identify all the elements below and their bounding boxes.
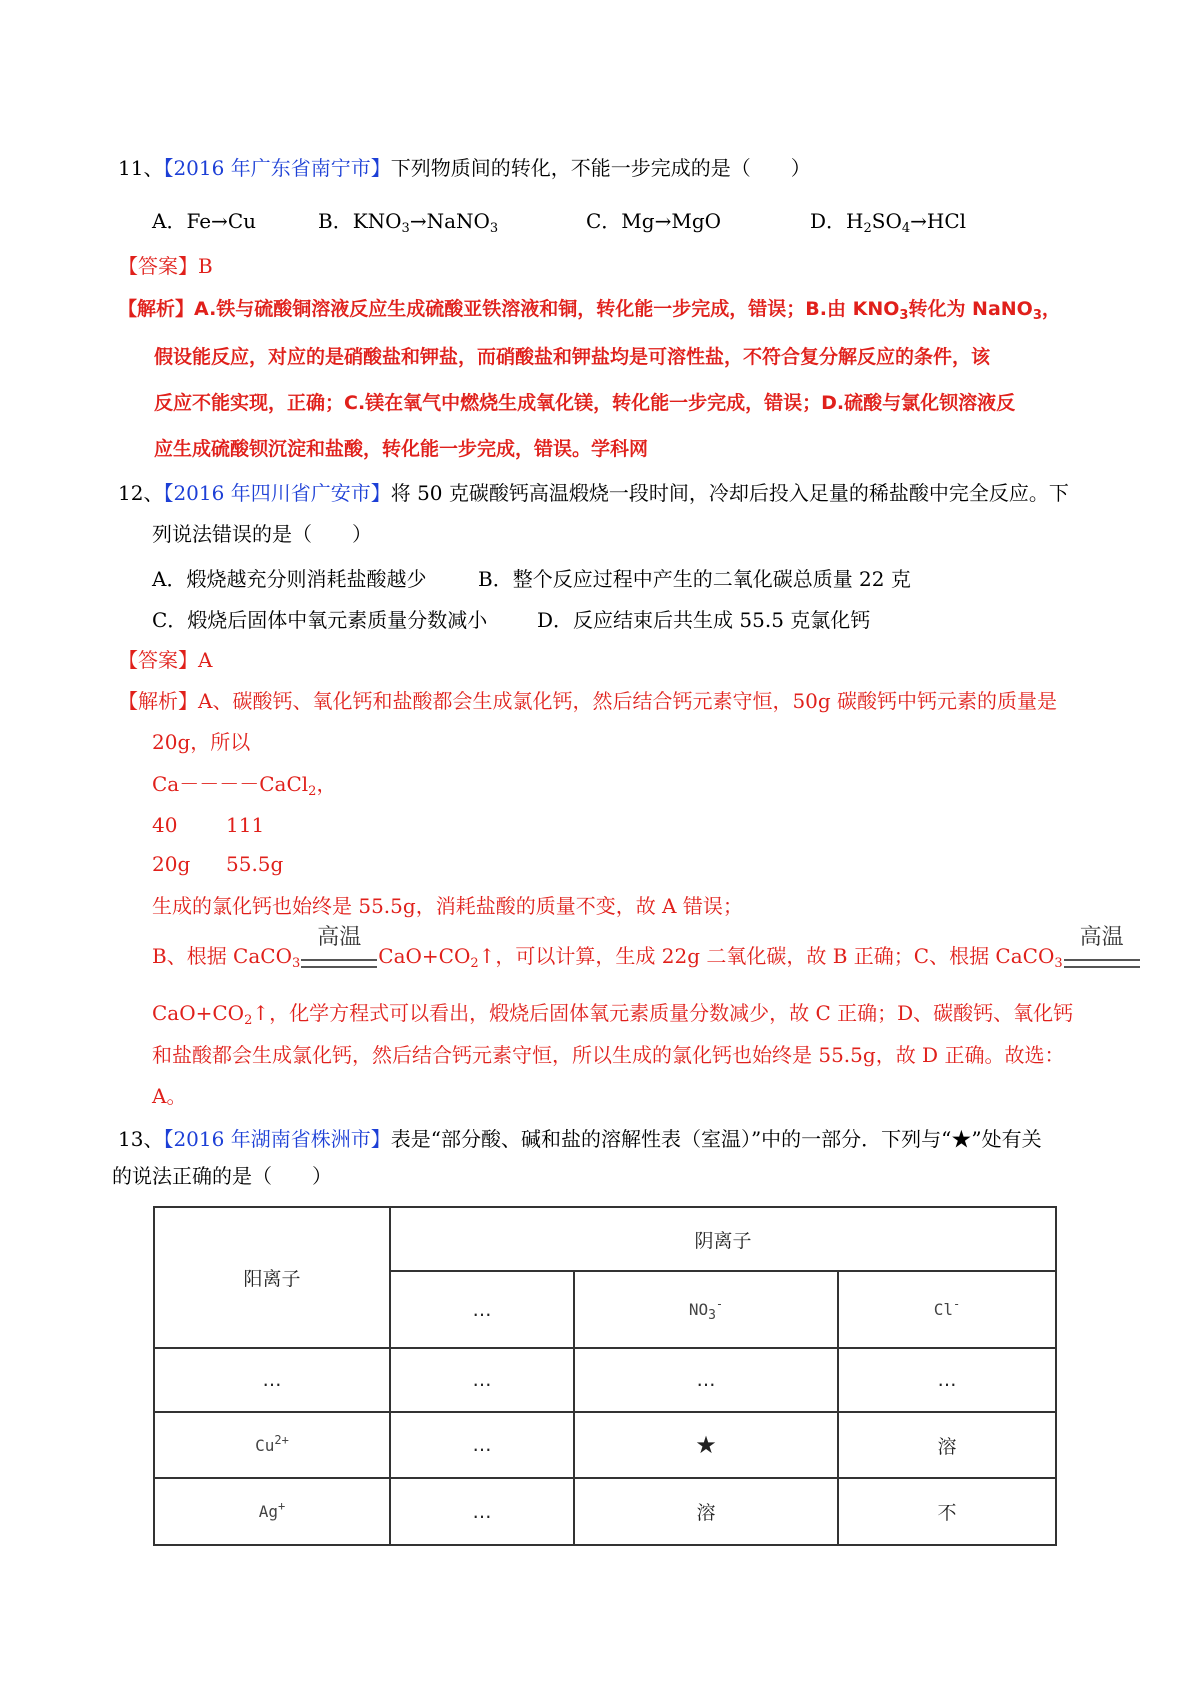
q12-option-c: C．煅烧后固体中氧元素质量分数减小: [152, 608, 488, 632]
q11-analysis-line-2: 假设能反应，对应的是硝酸盐和钾盐，而硝酸盐和钾盐均是可溶性盐，不符合复分解反应的条件，该: [154, 346, 991, 368]
q11-answer: 【答案】B: [118, 254, 213, 278]
table-cell: …: [390, 1348, 574, 1412]
equation-high-temp-sign: 高温: [301, 945, 377, 971]
q11-analysis-label: 【解析】: [118, 298, 195, 320]
q11-number: 11、: [118, 156, 164, 180]
q11-analysis-line-1: 【解析】A.铁与硫酸铜溶液反应生成硫酸亚铁溶液和铜，转化能一步完成，错误；B.由 $KNO_3$转化为 NaNO$_3$，: [118, 298, 1061, 323]
q12-calc-line-2-b: 111: [226, 813, 265, 837]
q11-option-d: D．$H_2SO_4\to HCl$: [810, 209, 967, 236]
q12-analysis-line-1: 【解析】A、碳酸钙、氧化钙和盐酸都会生成氯化钙，然后结合钙元素守恒，50g 碳酸钙中钙元素的质量是: [118, 689, 1058, 713]
anion-col-cl: Cl-: [838, 1271, 1056, 1348]
table-row: [154, 1412, 1056, 1478]
q13-source: 【2016 年湖南省株洲市】: [163, 1127, 391, 1151]
q12-source: 【2016 年四川省广安市】: [163, 481, 391, 505]
table-cell: 不: [838, 1478, 1056, 1545]
q11-analysis-line-3: 反应不能实现，正确；C.镁在氧气中燃烧生成氧化镁，转化能一步完成，错误；D.硫酸与氯化钡溶液反: [154, 392, 1016, 414]
q12-calc-line-3-b: 55.5g: [226, 852, 284, 876]
q12-analysis-line-8: $CaO+CO_2↑$，化学方程式可以看出，煅烧后固体氧元素质量分数减少，故 C 正确；D、碳酸钙、氧化钙: [152, 1001, 1074, 1028]
q11-source: 【2016 年广东省南宁市】: [163, 156, 391, 180]
q12-stem-line-2: 列说法错误的是（ ）: [152, 522, 372, 546]
table-cell: …: [838, 1348, 1056, 1412]
cation-header: 阳离子: [154, 1207, 390, 1348]
q12-analysis-line-9: 和盐酸都会生成氯化钙，然后结合钙元素守恒，所以生成的氯化钙也始终是 55.5g，故 D 正确。故选：: [152, 1043, 1065, 1067]
cation-cell: …: [154, 1348, 390, 1412]
q12-option-a: A．煅烧越充分则消耗盐酸越少: [152, 567, 427, 591]
anion-col-no3: $NO_3^-$: [574, 1271, 838, 1348]
q12-option-b: B．整个反应过程中产生的二氧化碳总质量 22 克: [478, 567, 911, 591]
q11-option-c: C．Mg→MgO: [586, 209, 722, 233]
table-cell: …: [390, 1412, 574, 1478]
q11-option-a: A．Fe→Cu: [152, 209, 257, 233]
table-cell: 溶: [574, 1478, 838, 1545]
q12-analysis-label: 【解析】: [118, 689, 198, 713]
q12-calc-line-2-a: 40: [152, 813, 178, 837]
q11-option-b: B．$KNO_3\to NaNO_3$: [318, 209, 499, 236]
q12-analysis-line-6: 生成的氯化钙也始终是 55.5g，消耗盐酸的质量不变，故 A 错误；: [152, 894, 743, 918]
anion-header: 阴离子: [390, 1207, 1056, 1271]
q12-calc-line-3-a: 20g: [152, 852, 191, 876]
q11-text: 下列物质间的转化，不能一步完成的是（ ）: [390, 156, 811, 180]
q12-answer: 【答案】A: [118, 648, 213, 672]
q12-analysis-line-10: A。: [152, 1084, 187, 1108]
q11-analysis-line-4: 应生成硫酸钡沉淀和盐酸，转化能一步完成，错误。学科网: [154, 438, 649, 460]
q13-stem-line-2: 的说法正确的是（ ）: [112, 1164, 332, 1188]
cation-cell-ag: Ag+: [154, 1478, 390, 1545]
q12-calc-line-1: Ca－－－－CaCl$_2$，: [152, 772, 337, 799]
q12-option-d: D．反应结束后共生成 55.5 克氯化钙: [537, 608, 871, 632]
q12-analysis-line-7: B、根据 CaCO$_3$ 高温 $CaO+CO_2↑$，可以计算，生成 22g 二氧化碳，故 B 正确；C、根据 CaCO$_3$ 高温: [152, 943, 1141, 971]
anion-col-ellipsis: …: [390, 1271, 574, 1348]
table-row: [154, 1348, 1056, 1412]
q12-stem-line-1: 12、【2016 年四川省广安市】将 50 克碳酸钙高温煅烧一段时间，冷却后投入足量的稀盐酸中完全反应。下: [118, 481, 1069, 505]
table-cell: …: [390, 1478, 574, 1545]
q11-stem: [118, 155, 811, 181]
q13-stem-line-1: 13、【2016 年湖南省株洲市】表是“部分酸、碱和盐的溶解性表（室温）”中的一部分．下列与“★”处有关: [118, 1127, 1042, 1151]
table-row: [154, 1478, 1056, 1545]
table-cell: 溶: [838, 1412, 1056, 1478]
equation-high-temp-sign: 高温: [1064, 945, 1140, 971]
q12-analysis-line-2: 20g，所以: [152, 730, 251, 754]
table-cell: …: [574, 1348, 838, 1412]
cation-cell-cu: $Cu^{2+}$: [154, 1412, 390, 1478]
solubility-table: [153, 1206, 1057, 1546]
star-cell: ★: [574, 1412, 838, 1478]
